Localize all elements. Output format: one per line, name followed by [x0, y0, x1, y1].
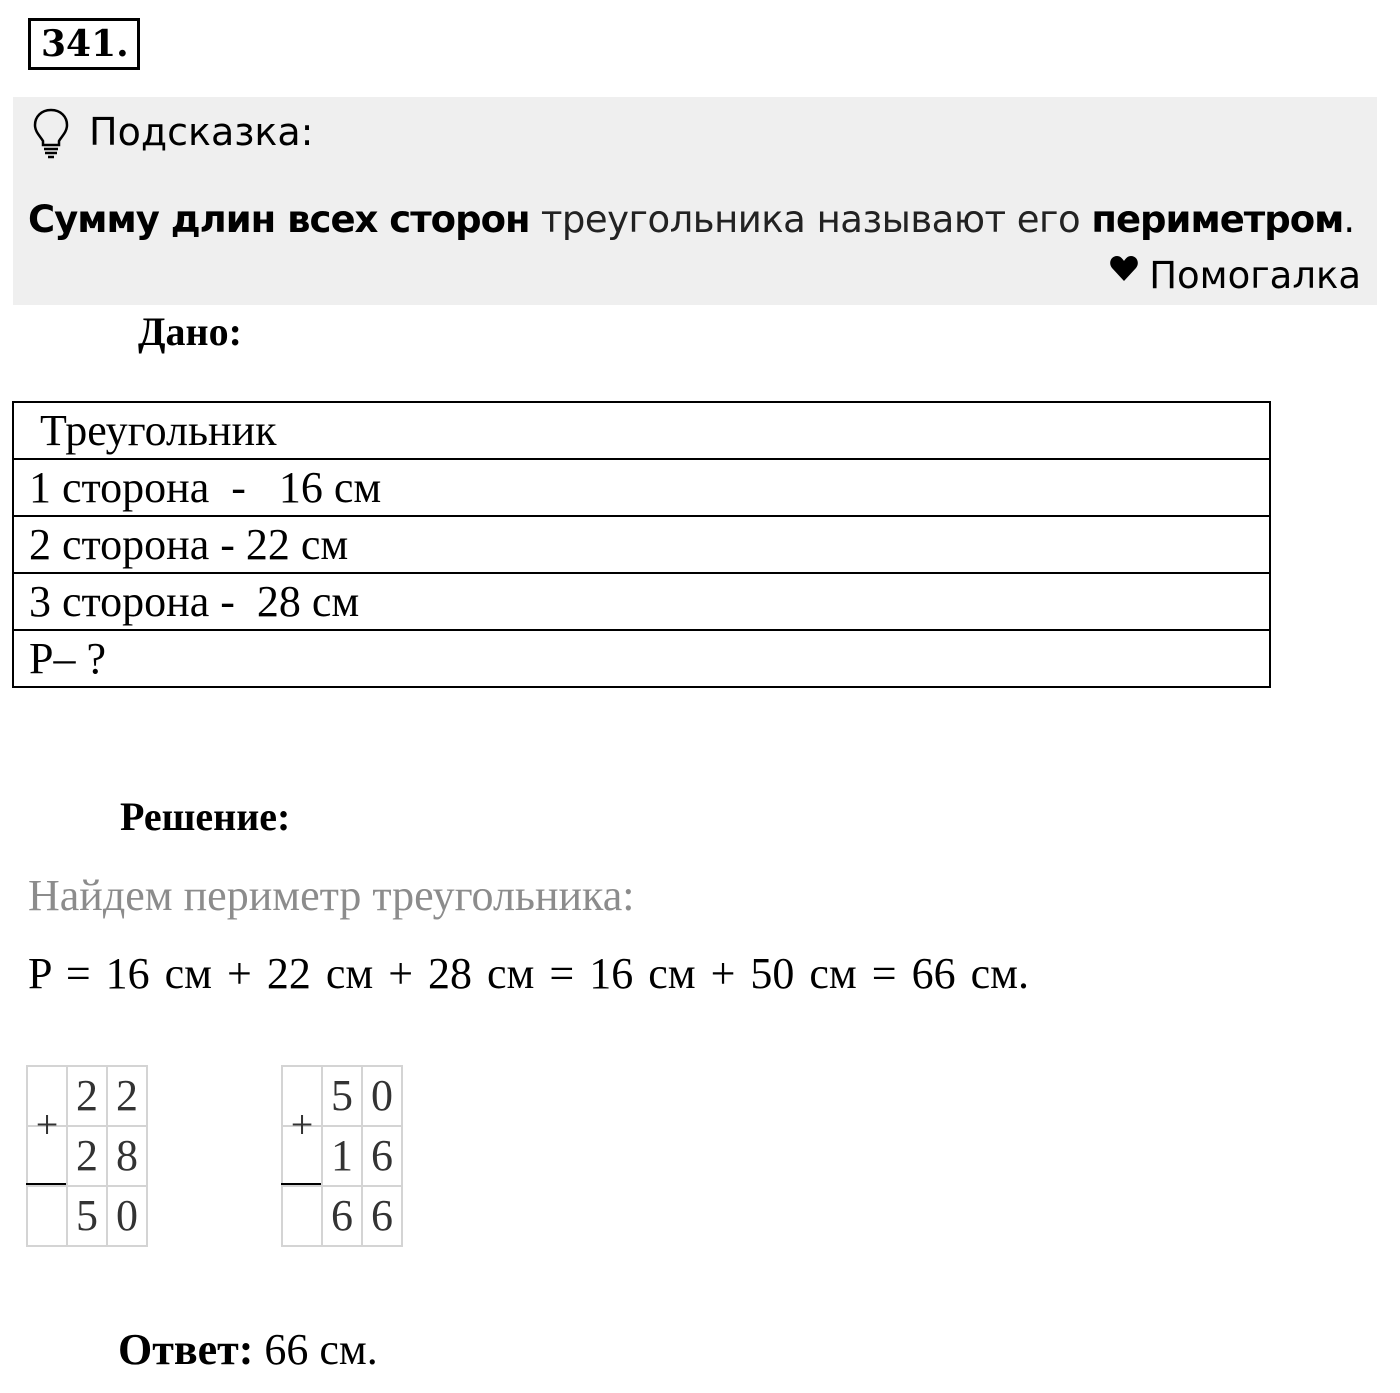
hint-source[interactable]	[1109, 253, 1361, 299]
given-row-side-2: 2 сторона - 22 см	[13, 516, 1270, 573]
hint-text-end: .	[1343, 198, 1355, 241]
answer-label: Ответ:	[118, 1325, 254, 1374]
hint-box	[13, 97, 1377, 305]
digit-cell: 2	[106, 1065, 148, 1127]
digit-cell: 1	[321, 1125, 363, 1187]
table-row	[13, 459, 1270, 516]
digit-cell: 0	[106, 1185, 148, 1247]
hint-text-bold-perimeter: периметром	[1091, 198, 1344, 241]
given-row-side-3: 3 сторона - 28 см	[13, 573, 1270, 630]
given-row-side-1: 1 сторона - 16 см	[13, 459, 1270, 516]
digit-cell: 5	[321, 1065, 363, 1127]
answer	[118, 1324, 378, 1376]
sum-line	[26, 1183, 66, 1185]
column-addition-1	[26, 1065, 148, 1243]
digit-cell: 0	[361, 1065, 403, 1127]
solution-title: Решение:	[120, 794, 291, 839]
given-row-shape: Треугольник	[13, 402, 1270, 459]
digit-cell: 6	[361, 1125, 403, 1187]
hint-text-plain: треугольника называют его	[529, 198, 1092, 241]
plus-sign: +	[290, 1102, 314, 1147]
table-row	[13, 573, 1270, 630]
given-row-perimeter: Р– ?	[13, 630, 1270, 687]
given-title: Дано:	[138, 309, 242, 354]
table-row	[13, 516, 1270, 573]
digit-cell: 5	[66, 1185, 108, 1247]
sum-line	[281, 1183, 321, 1185]
solution-lead: Найдем периметр треугольника:	[28, 871, 635, 920]
table-row	[13, 630, 1270, 687]
grid-cell	[26, 1185, 68, 1247]
table-row	[13, 402, 1270, 459]
hint-source-label: Помогалка	[1149, 254, 1361, 297]
task-number: 341.	[28, 18, 140, 70]
hint-title: Подсказка:	[89, 110, 314, 154]
digit-cell: 6	[321, 1185, 363, 1247]
digit-cell: 2	[66, 1065, 108, 1127]
column-addition-2	[281, 1065, 403, 1243]
heart-icon	[1109, 254, 1139, 284]
plus-sign: +	[35, 1102, 59, 1147]
digit-cell: 8	[106, 1125, 148, 1187]
answer-value: 66 см.	[253, 1325, 378, 1374]
solution-formula: P = 16 см + 22 см + 28 см = 16 см + 50 см = 66 см.	[28, 949, 1029, 998]
lightbulb-icon	[31, 107, 71, 159]
digit-cell: 6	[361, 1185, 403, 1247]
hint-text	[28, 197, 1355, 243]
grid-cell	[281, 1185, 323, 1247]
given-table	[12, 401, 1271, 688]
hint-text-bold-sum: Сумму длин всех сторон	[28, 198, 530, 241]
digit-cell: 2	[66, 1125, 108, 1187]
